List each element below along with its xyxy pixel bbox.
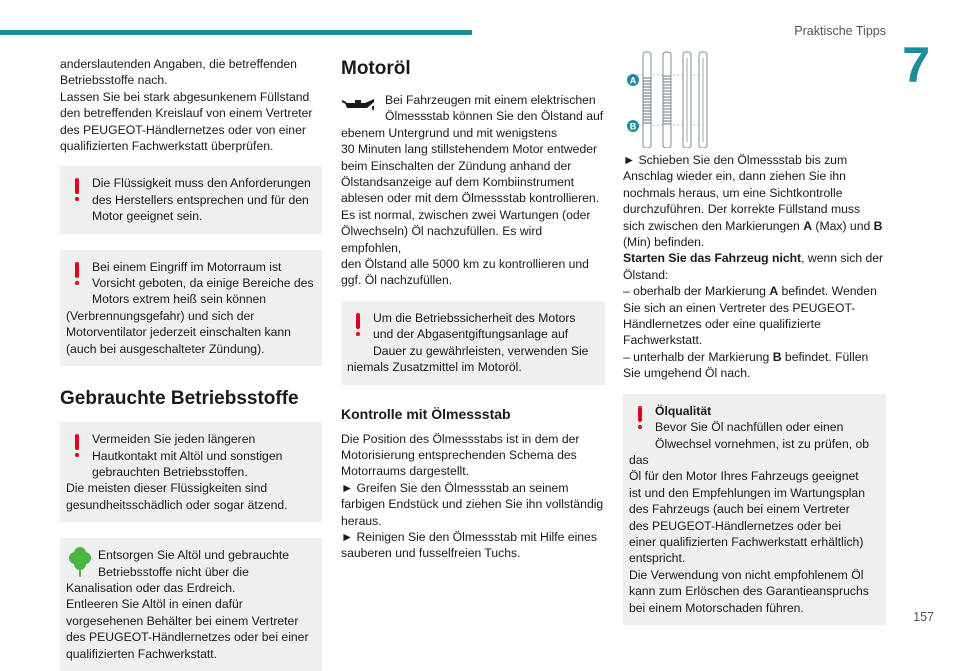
page-number: 157	[913, 610, 934, 624]
oil-can-icon	[341, 94, 377, 116]
warning-icon	[66, 431, 88, 465]
column-2	[341, 56, 605, 562]
warning-box-skin-contact: Vermeiden Sie jeden längeren Hautkontakt mit Altöl und sonstigen gebrauchten Betriebsstoffen. Die meisten dieser Flüssigkeiten sind gesundheitsschädlich oder sogar ätzend.	[60, 422, 322, 522]
dipstick-steps: Die Position des Ölmessstabs ist in dem der Motorisierung entsprechenden Schema des Motorraums dargestellt. ► Greifen Sie den Ölmessstab an seinem farbigen Endstück und ziehen Sie ihn vollständig heraus. ► Reinigen Sie den Ölmessstab mit Hilfe eines sauberen und fusselfreien Tuchs.	[341, 431, 604, 561]
intro-paragraph: anderslautenden Angaben, die betreffenden Betriebsstoffe nach. Lassen Sie bei stark abgesunkenem Füllstand den betreffenden Kreislauf von einem Vertreter des PEUGEOT-Händlernetzes oder von einer qualifizierten Fachwerkstatt überprüfen.	[60, 57, 313, 154]
marker-b-label: B	[629, 121, 637, 132]
eco-box-disposal: Entsorgen Sie Altöl und gebrauchte Betriebsstoffe nicht über die Kanalisation oder das Erdreich. Entleeren Sie Altöl in einen dafür vorgesehenen Behälter bei einem Vertreter des PEUGEOT-Händlernetzes oder bei einer qualifizierten Fachwerkstatt.	[60, 538, 322, 671]
section-heading-used-fluids: Gebrauchte Betriebsstoffe	[60, 388, 299, 410]
oil-intro-paragraph: Bei Fahrzeugen mit einem elektrischen Ölmessstab können Sie den Ölstand auf ebenem Untergrund und mit wenigstens 30 Minuten lang stillstehendem Motor entweder beim Einschalten der Zündung anhand der Ölstandsanzeige auf dem Kombiinstrument ablesen oder mit dem Ölmessstab kontrollieren. Es ist normal, zwischen zwei Wartungen (oder Ölwechseln) Öl nachzufüllen. Es wird empfohlen, den Ölstand alle 5000 km zu kontrollieren und ggf. Öl nachzufüllen.	[341, 93, 604, 288]
warning-icon	[66, 175, 88, 209]
warning-box-engine-hot: Bei einem Eingriff im Motorraum ist Vorsicht geboten, da einige Bereiche des Motors extrem heiß sein können (Verbrennungsgefahr) und sich der Motorventilator jederzeit einschalten kann (auch bei ausgeschalteter Zündung).	[60, 250, 322, 366]
dipstick-reading-paragraph: ► Schieben Sie den Ölmessstab bis zum Anschlag wieder ein, dann ziehen Sie ihn nochmals heraus, um eine Sichtkontrolle durchzuführen. Der korrekte Füllstand muss sich zwischen den Markierungen A (Max) und B (Min) befinden. Starten Sie das Fahrzeug nicht, wenn sich der Ölstand: – oberhalb der Markierung A befindet. Wenden Sie sich an einen Vertreter des PEUGEOT- Händlernetzes oder eine qualifizierte Fachwerkstatt. – unterhalb der Markierung B befindet. Füllen Sie umgehend Öl nach.	[623, 153, 884, 381]
warning-icon	[347, 310, 369, 344]
column-3	[623, 48, 886, 625]
warning-box-additives: Um die Betriebssicherheit des Motors und der Abgasentgiftungsanlage auf Dauer zu gewährleisten, verwenden Sie niemals Zusatzmittel im Motoröl.	[341, 301, 605, 385]
column-1	[60, 56, 322, 671]
oil-quality-title: Ölqualität	[655, 403, 712, 418]
section-heading-engine-oil: Motoröl	[341, 58, 411, 79]
warning-box-oil-quality: Ölqualität Bevor Sie Öl nachfüllen oder einen Ölwechsel vornehmen, ist zu prüfen, ob das Öl für den Motor Ihres Fahrzeugs geeignet ist und den Empfehlungen im Wartungsplan des Fahrzeugs (auch bei einem Vertreter des PEUGEOT-Händlernetzes oder bei einer qualifizierten Fachwerkstatt erhältlich) entspricht. Die Verwendung von nicht empfohlenem Öl kann zum Erlöschen des Garantieanspruchs bei einem Motorschaden führen.	[623, 394, 886, 625]
dipstick-illustration	[625, 48, 889, 136]
header-accent-bar	[0, 30, 472, 35]
marker-a-label: A	[629, 75, 637, 86]
chapter-number: 7	[902, 37, 930, 93]
warning-icon	[629, 403, 651, 437]
dipstick-drawing	[625, 48, 889, 148]
header-title: Praktische Tipps	[794, 24, 886, 38]
subheading-dipstick-check: Kontrolle mit Ölmessstab	[341, 405, 511, 422]
warning-box-fluid: Die Flüssigkeit muss den Anforderungen des Herstellers entsprechen und für den Motor geeignet sein.	[60, 166, 322, 233]
eco-leaf-icon	[66, 547, 94, 579]
warning-icon	[66, 259, 88, 293]
